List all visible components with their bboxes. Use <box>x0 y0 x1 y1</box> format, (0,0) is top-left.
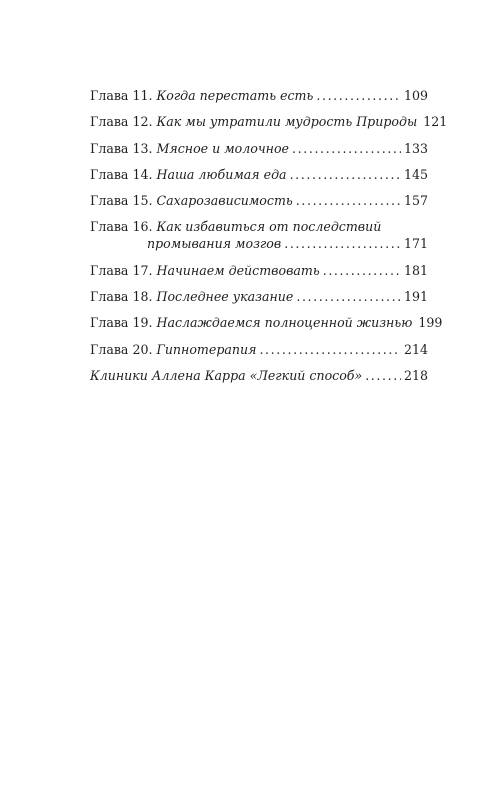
chapter-title-continued: промывания мозгов <box>147 236 282 252</box>
chapter-title: Как избавиться от последствий <box>156 219 382 235</box>
chapter-number: Глава 11. <box>90 88 153 103</box>
page-number: 171 <box>403 236 428 252</box>
dot-leader <box>290 167 401 182</box>
page-number: 145 <box>403 166 428 182</box>
chapter-title: Сахарозависимость <box>156 193 293 209</box>
dot-leader <box>259 342 401 357</box>
toc-entry-chapter-17[interactable] <box>90 263 428 278</box>
chapter-title: Когда перестать есть <box>156 88 314 103</box>
chapter-title: Наслаждаемся полноценной жизнью <box>156 315 413 331</box>
page-number: 121 <box>423 114 448 130</box>
dot-leader <box>296 289 401 304</box>
toc-entry-clinics[interactable] <box>90 368 428 383</box>
chapter-number: Глава 18. <box>90 289 153 305</box>
toc-entry-chapter-11[interactable] <box>90 88 428 103</box>
chapter-title: Начинаем действовать <box>156 262 320 278</box>
toc-entry-chapter-15[interactable] <box>90 193 428 208</box>
chapter-title: Гипнотерапия <box>156 341 257 357</box>
chapter-number: Глава 15. <box>90 193 153 209</box>
toc-entry-chapter-14[interactable] <box>90 167 428 182</box>
chapter-number: Глава 13. <box>90 140 153 156</box>
chapter-number: Глава 19. <box>90 315 153 331</box>
dot-leader <box>284 236 401 251</box>
toc-entry-chapter-13[interactable] <box>90 141 428 156</box>
toc-entry-line <box>90 219 428 234</box>
page-number: 109 <box>403 88 428 103</box>
dot-leader <box>292 141 401 156</box>
chapter-number: Глава 17. <box>90 262 153 278</box>
page-number: 157 <box>403 193 428 209</box>
chapter-title: Мясное и молочное <box>156 140 290 156</box>
page-number: 214 <box>403 341 428 357</box>
page-number: 218 <box>403 367 428 383</box>
dot-leader <box>323 263 401 278</box>
dot-leader <box>365 368 401 383</box>
dot-leader <box>316 88 401 103</box>
page-number: 199 <box>418 315 443 331</box>
dot-leader <box>296 193 401 208</box>
page-number: 133 <box>403 140 428 156</box>
section-title: Клиники Аллена Карра «Легкий способ» <box>90 367 363 383</box>
table-of-contents <box>90 88 448 394</box>
toc-entry-chapter-16[interactable] <box>90 219 428 251</box>
toc-entry-line-continued <box>90 236 428 251</box>
toc-entry-chapter-12[interactable] <box>90 114 448 130</box>
chapter-number: Глава 14. <box>90 166 153 182</box>
toc-entry-chapter-19[interactable] <box>90 315 443 331</box>
chapter-number: Глава 20. <box>90 341 153 357</box>
toc-entry-chapter-18[interactable] <box>90 289 428 304</box>
chapter-number: Глава 12. <box>90 114 153 130</box>
chapter-title: Последнее указание <box>156 289 294 305</box>
chapter-number: Глава 16. <box>90 219 153 235</box>
chapter-title: Как мы утратили мудрость Природы <box>156 114 418 130</box>
page-number: 181 <box>403 262 428 278</box>
toc-entry-chapter-20[interactable] <box>90 342 428 357</box>
chapter-title: Наша любимая еда <box>156 166 287 182</box>
page-number: 191 <box>403 289 428 305</box>
